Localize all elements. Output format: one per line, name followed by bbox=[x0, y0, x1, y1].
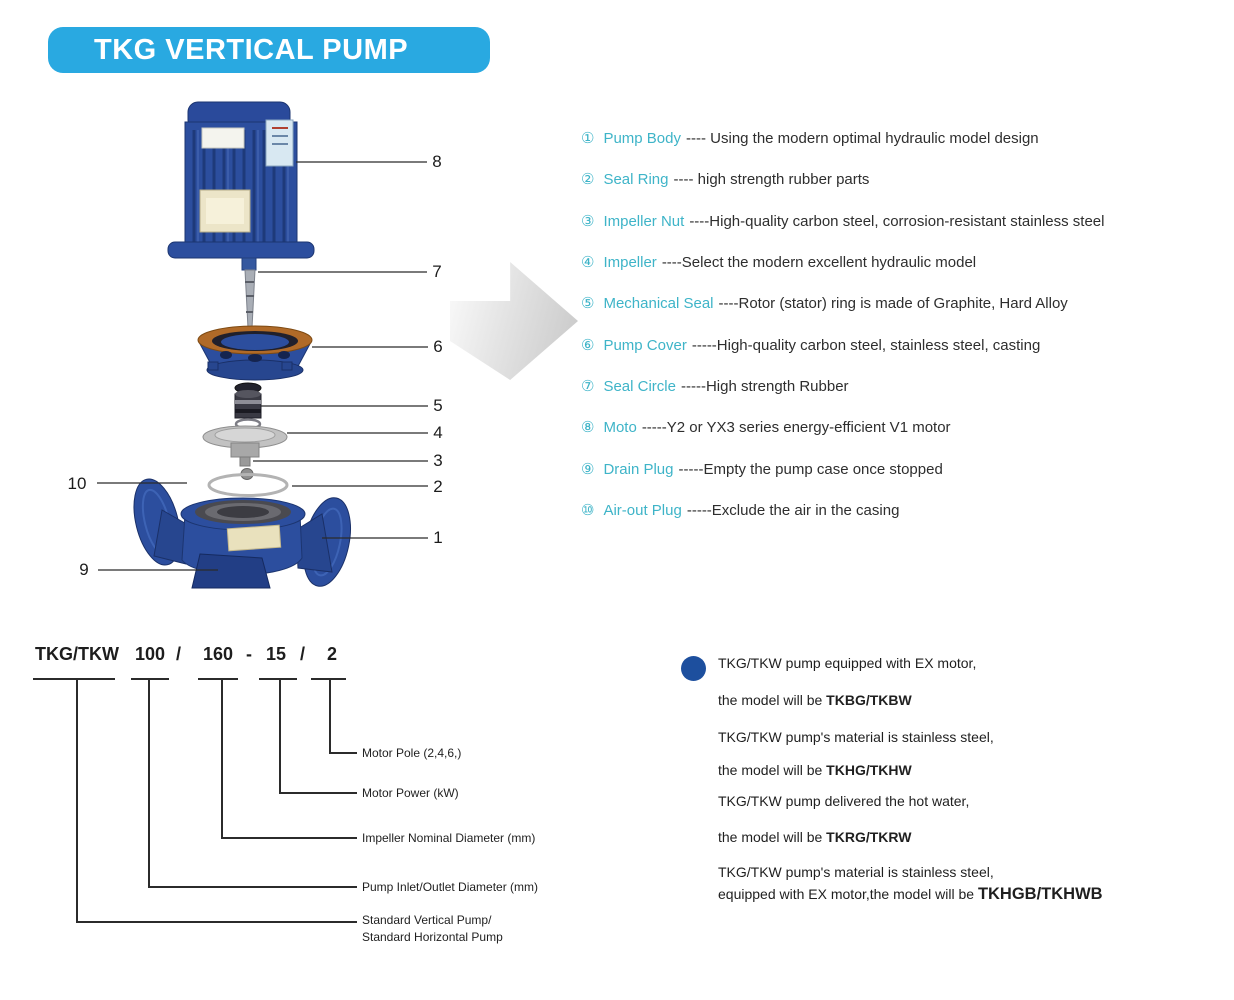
pump-cover-part bbox=[198, 326, 312, 380]
callout-10: 10 bbox=[67, 474, 87, 493]
callout-2: 2 bbox=[433, 477, 443, 496]
shaft-part bbox=[242, 258, 256, 328]
list-item bbox=[581, 461, 943, 479]
part-name: Impeller bbox=[603, 254, 657, 271]
key-line bbox=[279, 792, 357, 794]
list-item bbox=[581, 213, 1104, 231]
title-banner bbox=[48, 27, 490, 73]
note-text: TKG/TKW pump's material is stainless steel, bbox=[718, 864, 994, 880]
drain-base bbox=[192, 554, 270, 588]
mechanical-seal-part bbox=[235, 383, 261, 429]
underline bbox=[198, 678, 238, 680]
callout-4: 4 bbox=[433, 423, 443, 442]
circled-5-icon: ⑤ bbox=[581, 295, 595, 312]
model-code-inlet: 100 bbox=[135, 644, 166, 664]
part-desc: -----High-quality carbon steel, stainless steel, casting bbox=[691, 337, 1041, 354]
part-desc: ----High-quality carbon steel, corrosion-resistant stainless steel bbox=[689, 213, 1105, 230]
note-line bbox=[718, 793, 969, 809]
part-desc: ---- Using the modern optimal hydraulic model design bbox=[686, 130, 1039, 147]
part-name: Impeller Nut bbox=[603, 213, 685, 230]
part-name: Mechanical Seal bbox=[603, 295, 714, 312]
model-code-pole: 2 bbox=[327, 644, 338, 664]
underline bbox=[259, 678, 297, 680]
impeller-part bbox=[203, 426, 287, 466]
key-label-pump-type-line2: Standard Horizontal Pump bbox=[362, 930, 503, 944]
pump-body-part bbox=[126, 474, 358, 590]
note-line bbox=[718, 655, 976, 671]
model-code-dash: - bbox=[246, 644, 252, 664]
model-code-impeller: 160 bbox=[203, 644, 234, 664]
key-label-impeller-diam: Impeller Nominal Diameter (mm) bbox=[362, 831, 536, 845]
note-text: equipped with EX motor,the model will be bbox=[718, 886, 978, 902]
model-code-series: TKG/TKW bbox=[35, 644, 119, 664]
list-item bbox=[581, 378, 849, 396]
callout-6: 6 bbox=[433, 337, 443, 356]
list-item bbox=[581, 130, 1039, 148]
key-line bbox=[221, 679, 223, 838]
callout-8: 8 bbox=[432, 152, 442, 171]
bullet-circle-icon bbox=[681, 656, 706, 681]
part-desc: ---- high strength rubber parts bbox=[673, 171, 870, 188]
note-text: the model will be bbox=[718, 829, 827, 845]
note-text: TKG/TKW pump's material is stainless steel, bbox=[718, 729, 994, 745]
callout-9: 9 bbox=[79, 560, 89, 579]
underline bbox=[33, 678, 115, 680]
circled-8-icon: ⑧ bbox=[581, 419, 595, 436]
note-text: the model will be bbox=[718, 762, 827, 778]
list-item bbox=[581, 295, 1068, 313]
part-name: Pump Body bbox=[603, 130, 681, 147]
part-desc: -----Exclude the air in the casing bbox=[686, 502, 900, 519]
circled-4-icon: ④ bbox=[581, 254, 595, 271]
note-model: TKRG/TKRW bbox=[826, 829, 912, 845]
part-desc: ----Rotor (stator) ring is made of Graphite, Hard Alloy bbox=[718, 295, 1068, 312]
note-text: the model will be bbox=[718, 692, 827, 708]
list-item bbox=[581, 337, 1040, 355]
circled-9-icon: ⑨ bbox=[581, 461, 595, 478]
callout-3: 3 bbox=[433, 451, 443, 470]
key-label-motor-pole: Motor Pole (2,4,6,) bbox=[362, 746, 462, 760]
part-desc: ----Select the modern excellent hydraulic model bbox=[661, 254, 977, 271]
note-model: TKHG/TKHW bbox=[826, 762, 912, 778]
part-desc: -----Empty the pump case once stopped bbox=[678, 461, 943, 478]
part-desc: -----High strength Rubber bbox=[680, 378, 849, 395]
key-line bbox=[148, 679, 150, 887]
note-line bbox=[718, 762, 912, 778]
key-line bbox=[279, 679, 281, 793]
key-label-motor-power: Motor Power (kW) bbox=[362, 786, 459, 800]
key-line bbox=[148, 886, 357, 888]
model-code-slash: / bbox=[176, 644, 182, 664]
motor-part bbox=[168, 102, 314, 258]
key-line bbox=[329, 752, 357, 754]
part-name: Air-out Plug bbox=[603, 502, 682, 519]
model-code-power: 15 bbox=[266, 644, 287, 664]
note-text: TKG/TKW pump equipped with EX motor, bbox=[718, 655, 977, 671]
circled-6-icon: ⑥ bbox=[581, 337, 595, 354]
list-item bbox=[581, 419, 951, 437]
page-title: TKG VERTICAL PUMP bbox=[94, 33, 409, 66]
circled-2-icon: ② bbox=[581, 171, 595, 188]
circled-10-icon: ⑩ bbox=[581, 502, 595, 519]
pump-exploded-illustration bbox=[30, 90, 470, 600]
part-desc: -----Y2 or YX3 series energy-efficient V1 motor bbox=[641, 419, 951, 436]
callout-7: 7 bbox=[432, 262, 442, 281]
callout-1: 1 bbox=[433, 528, 443, 547]
note-text: TKG/TKW pump delivered the hot water, bbox=[718, 793, 970, 809]
part-name: Moto bbox=[603, 419, 637, 436]
note-line bbox=[718, 885, 1103, 904]
callout-5: 5 bbox=[433, 396, 443, 415]
list-item bbox=[581, 171, 869, 189]
circled-1-icon: ① bbox=[581, 130, 595, 147]
key-label-pump-type-line1: Standard Vertical Pump/ bbox=[362, 913, 492, 927]
circled-3-icon: ③ bbox=[581, 213, 595, 230]
model-code-slash: / bbox=[300, 644, 306, 664]
underline bbox=[131, 678, 169, 680]
part-name: Seal Circle bbox=[603, 378, 676, 395]
part-name: Pump Cover bbox=[603, 337, 687, 354]
note-model: TKHGB/TKHWB bbox=[977, 885, 1103, 903]
key-line bbox=[76, 921, 357, 923]
part-name: Drain Plug bbox=[603, 461, 674, 478]
note-line bbox=[718, 829, 911, 845]
key-label-inlet-diam: Pump Inlet/Outlet Diameter (mm) bbox=[362, 880, 539, 894]
key-line bbox=[76, 679, 78, 922]
part-name: Seal Ring bbox=[603, 171, 669, 188]
key-line bbox=[329, 679, 331, 753]
circled-7-icon: ⑦ bbox=[581, 378, 595, 395]
list-item bbox=[581, 502, 899, 520]
key-line bbox=[221, 837, 357, 839]
list-item bbox=[581, 254, 976, 272]
note-model: TKBG/TKBW bbox=[826, 692, 912, 708]
note-line bbox=[718, 692, 912, 708]
note-line bbox=[718, 864, 994, 880]
note-line bbox=[718, 729, 994, 745]
